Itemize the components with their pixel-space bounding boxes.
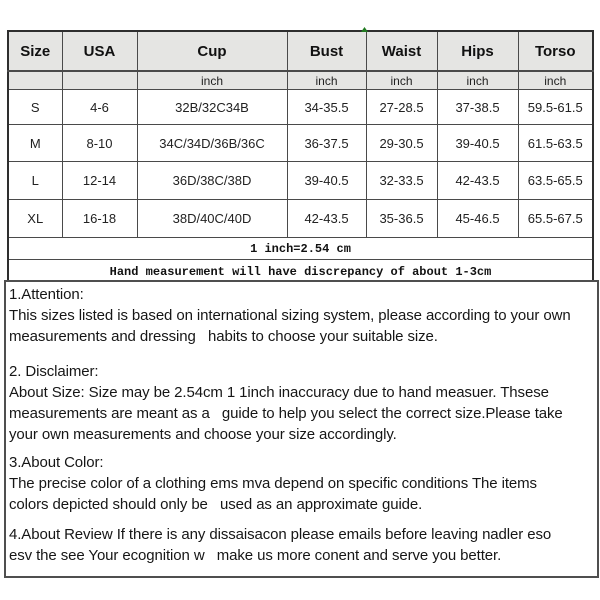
conversion-note-row: [8, 238, 593, 260]
table-row-size-s: [8, 90, 593, 125]
unit-cell: inch: [287, 71, 366, 90]
disclaimer-text-line: your own measurements and choose your size accordingly.: [9, 426, 397, 443]
about-color-text-line: The precise color of a clothing ems mva depend on specific conditions The items: [9, 475, 537, 492]
cell-hips: 45-46.5: [437, 200, 518, 238]
unit-cell: inch: [518, 71, 593, 90]
about-color-text-line: colors depicted should only be used as an approximate guide.: [9, 496, 423, 513]
column-header-bust: Bust: [287, 31, 366, 71]
column-header-hips: Hips: [437, 31, 518, 71]
disclaimer-section: [9, 361, 597, 445]
cell-hips: 42-43.5: [437, 162, 518, 200]
cell-usa: 8-10: [62, 125, 137, 162]
cell-waist: 29-30.5: [366, 125, 437, 162]
cell-cup: 34C/34D/36B/36C: [137, 125, 287, 162]
info-box: [4, 280, 599, 578]
cell-size: XL: [8, 200, 62, 238]
attention-text-line: This sizes listed is based on international sizing system, please according to your own: [9, 307, 571, 324]
table-row-size-xl: [8, 200, 593, 238]
inch-conversion-note: 1 inch=2.54 cm: [8, 238, 593, 260]
unit-cell: inch: [437, 71, 518, 90]
table-row-size-l: [8, 162, 593, 200]
hand-measurement-note: Hand measurement will have discrepancy of about 1-3cm: [8, 260, 593, 285]
cell-hips: 39-40.5: [437, 125, 518, 162]
attention-text-line: measurements and dressing habits to choose your suitable size.: [9, 328, 438, 345]
cell-waist: 27-28.5: [366, 90, 437, 125]
cell-size: M: [8, 125, 62, 162]
cell-waist: 35-36.5: [366, 200, 437, 238]
size-chart-header-row: [8, 31, 593, 71]
cell-cup: 32B/32C34B: [137, 90, 287, 125]
size-chart-table: [7, 30, 594, 285]
table-row-size-m: [8, 125, 593, 162]
disclaimer-text-line: About Size: Size may be 2.54cm 1 1inch inaccuracy due to hand measuer. Thsese: [9, 384, 549, 401]
about-review-section: [9, 524, 597, 566]
unit-cell: [8, 71, 62, 90]
cell-usa: 16-18: [62, 200, 137, 238]
cell-size: L: [8, 162, 62, 200]
unit-row: [8, 71, 593, 90]
cell-hips: 37-38.5: [437, 90, 518, 125]
cell-bust: 39-40.5: [287, 162, 366, 200]
cell-cup: 36D/38C/38D: [137, 162, 287, 200]
cell-torso: 59.5-61.5: [518, 90, 593, 125]
about-color-title: 3.About Color:: [9, 454, 104, 471]
attention-section: [9, 284, 597, 347]
cell-torso: 61.5-63.5: [518, 125, 593, 162]
cell-torso: 65.5-67.5: [518, 200, 593, 238]
unit-cell: inch: [137, 71, 287, 90]
column-header-cup: Cup: [137, 31, 287, 71]
unit-cell: [62, 71, 137, 90]
about-color-section: [9, 452, 597, 515]
column-header-torso: Torso: [518, 31, 593, 71]
about-review-text-line: esv the see Your ecognition w make us more conent and serve you better.: [9, 547, 502, 564]
cell-usa: 12-14: [62, 162, 137, 200]
cell-cup: 38D/40C/40D: [137, 200, 287, 238]
cell-size: S: [8, 90, 62, 125]
cell-waist: 32-33.5: [366, 162, 437, 200]
column-header-usa: USA: [62, 31, 137, 71]
disclaimer-title: 2. Disclaimer:: [9, 363, 99, 380]
cell-bust: 42-43.5: [287, 200, 366, 238]
column-header-size: Size: [8, 31, 62, 71]
column-header-waist: Waist: [366, 31, 437, 71]
disclaimer-text-line: measurements are meant as a guide to help you select the correct size.Please take: [9, 405, 563, 422]
cell-bust: 34-35.5: [287, 90, 366, 125]
cell-torso: 63.5-65.5: [518, 162, 593, 200]
cell-bust: 36-37.5: [287, 125, 366, 162]
about-review-text-line: 4.About Review If there is any dissaisacon please emails before leaving nadler eso: [9, 526, 552, 543]
attention-title: 1.Attention:: [9, 286, 84, 303]
cell-usa: 4-6: [62, 90, 137, 125]
unit-cell: inch: [366, 71, 437, 90]
